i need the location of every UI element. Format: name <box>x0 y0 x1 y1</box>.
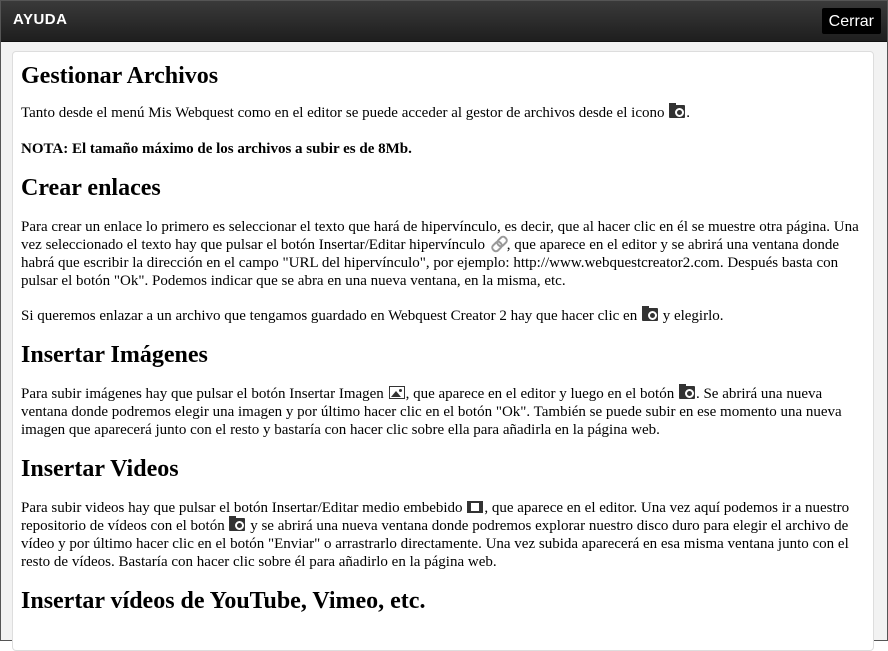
folder-search-icon <box>669 105 685 118</box>
note-max-size: NOTA: El tamaño máximo de los archivos a subir es de 8Mb. <box>21 141 412 157</box>
paragraph-text: Para crear un enlace lo primero es seleccionar el texto que hará de hipervínculo, es decir, que al hacer clic en él se muestre otra página. Una vez seleccionado el texto hay que pulsar el botón Insertar/Editar hipervínculo <box>21 219 859 253</box>
paragraph-text: Tanto desde el menú Mis Webquest como en el editor se puede acceder al gestor de archivos desde el icono <box>21 105 665 121</box>
paragraph-imagenes <box>21 385 865 439</box>
paragraph-text: . <box>686 105 690 121</box>
dialog-titlebar <box>1 1 887 42</box>
heading-insertar-youtube: Insertar vídeos de YouTube, Vimeo, etc. <box>21 588 426 614</box>
paragraph-text: , que aparece en el editor y luego en el botón <box>405 386 675 402</box>
folder-search-icon <box>642 308 658 321</box>
folder-search-icon <box>679 386 695 399</box>
heading-gestionar-archivos: Gestionar Archivos <box>21 63 219 89</box>
paragraph-text: Para subir imágenes hay que pulsar el botón Insertar Imagen <box>21 386 384 402</box>
paragraph-enlazar-archivo <box>21 307 865 325</box>
paragraph-text: Si queremos enlazar a un archivo que tengamos guardado en Webquest Creator 2 hay que hacer clic en <box>21 308 638 324</box>
help-content[interactable] <box>12 51 874 651</box>
paragraph-text: , que aparece en el editor. Una vez aquí podemos ir a nuestro repositorio de vídeos con el botón <box>21 500 850 534</box>
paragraph-enlaces <box>21 218 865 290</box>
paragraph-text: y elegirlo. <box>662 308 724 324</box>
paragraph-gestionar <box>21 104 865 122</box>
paragraph-text: . Se abrirá una nueva ventana donde podremos elegir una imagen y por último hacer clic en el botón "Ok". También se puede subir en ese momento una nueva imagen que aparecerá junto con el resto y bastaría con hacer clic sobre ella para añadirla en la página web. <box>21 386 842 438</box>
paragraph-text: , que aparece en el editor y se abrirá una ventana donde habrá que escribir la dirección en el campo "URL del hipervínculo", por ejemplo: http://www.webquestcreator2.com. Después basta con pulsar el botón "Ok". Podemos indicar que se abra en una nueva ventana, en la misma, etc. <box>21 237 840 289</box>
heading-insertar-videos: Insertar Videos <box>21 456 179 482</box>
heading-crear-enlaces: Crear enlaces <box>21 175 161 201</box>
film-icon <box>467 501 483 513</box>
dialog-title: AYUDA <box>13 11 68 28</box>
paragraph-videos <box>21 499 865 571</box>
image-icon <box>389 386 405 399</box>
paragraph-text: y se abrirá una nueva ventana donde podremos explorar nuestro disco duro para elegir el archivo de vídeo y por último hacer clic en el botón "Enviar" o arrastrarlo directamente. Una vez subida aparecerá en esa misma ventana junto con el resto de vídeos. Bastaría con hacer clic sobre él para añadirlo en la página web. <box>21 518 849 570</box>
heading-insertar-imagenes: Insertar Imágenes <box>21 342 208 368</box>
paragraph-text: Para subir videos hay que pulsar el botón Insertar/Editar medio embebido <box>21 500 463 516</box>
close-button[interactable]: Cerrar <box>822 8 881 34</box>
link-icon <box>490 236 506 250</box>
folder-search-icon <box>229 518 245 531</box>
